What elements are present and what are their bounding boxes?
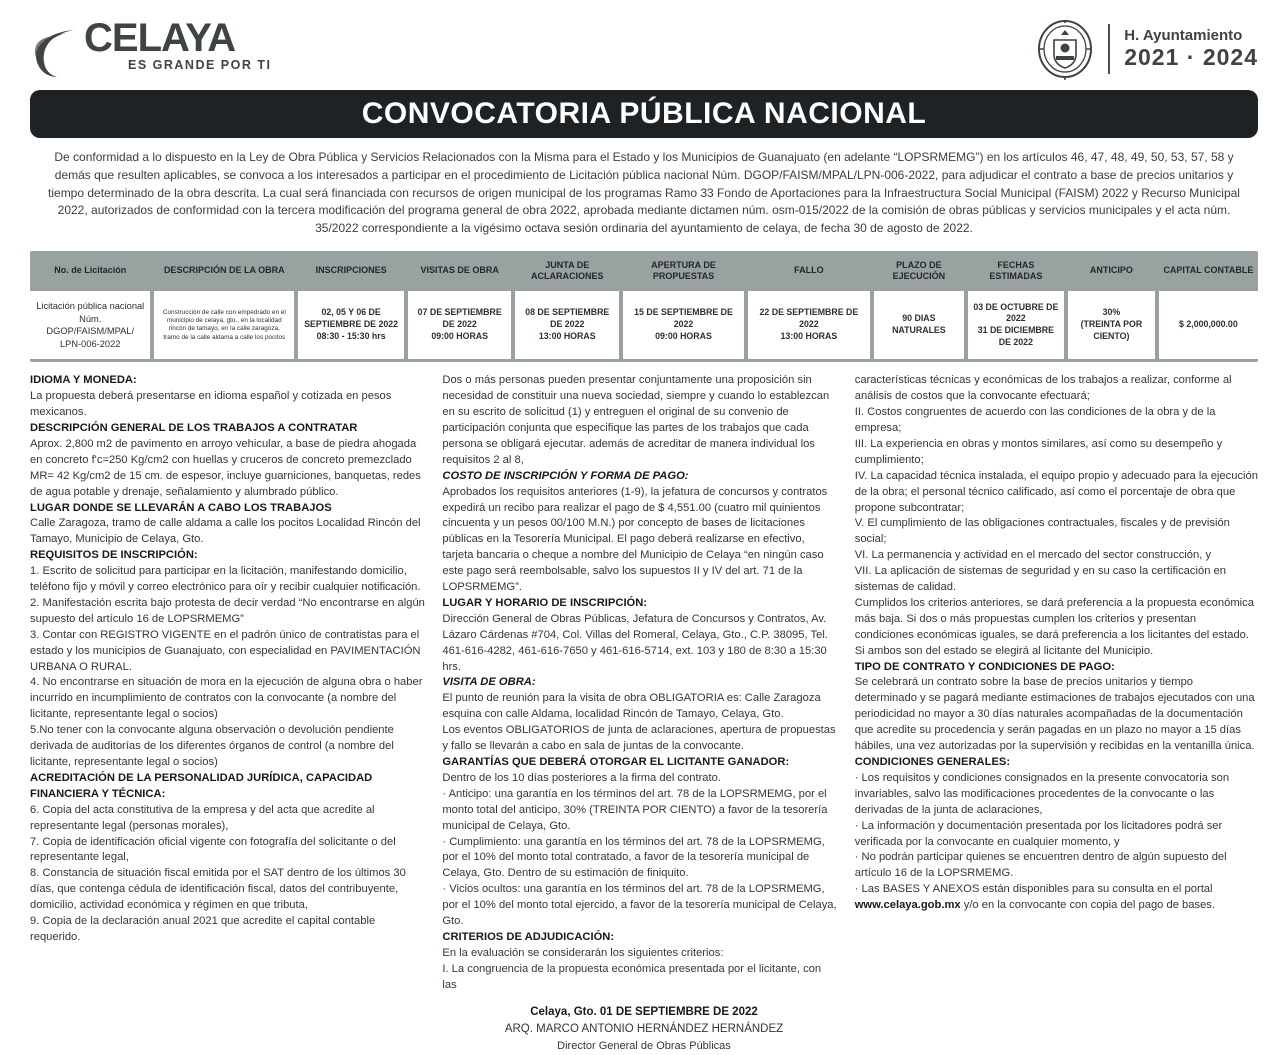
body-columns — [30, 373, 1258, 993]
section-heading: ACREDITACIÓN DE LA PERSONALIDAD JURÍDICA, CAPACIDAD FINANCIERA Y TÉCNICA: — [30, 771, 373, 800]
table-cell: Licitación pública nacional Núm. DGOP/FAISM/MPAL/ LPN-006-2022 — [30, 291, 150, 359]
body-paragraph: IV. La capacidad técnica instalada, el equipo propio y adecuado para la ejecución de la obra; el personal técnico calificado, así como el porcentaje de obra que propone subcontratar; — [854, 469, 1258, 514]
table-header-cell: DESCRIPCIÓN DE LA OBRA — [163, 265, 285, 276]
body-paragraph: 1. Escrito de solicitud para participar en la licitación, manifestando domicilio, teléfono fijo y móvil y correo electrónico para oír y recibir cualquier notificación. — [30, 565, 421, 594]
ayuntamiento-block — [1036, 18, 1258, 80]
body-paragraph: · Las BASES Y ANEXOS están disponibles para su consulta en el portal www.celaya.gob.mx y/o en la convocante con copia del pago de bases. — [854, 883, 1216, 912]
section-heading: DESCRIPCIÓN GENERAL DE LOS TRABAJOS A CONTRATAR — [30, 421, 358, 434]
body-paragraph: · Anticipo: una garantía en los términos del art. 78 de la LOPSRMEMG, por el monto total del anticipo, 30% (TREINTA POR CIENTO) a favor de la tesorería municipal de Celaya, Gto. — [442, 787, 828, 832]
section-heading: LUGAR DONDE SE LLEVARÁN A CABO LOS TRABAJOS — [30, 501, 332, 514]
table-cell: 02, 05 Y 06 DE SEPTIEMBRE DE 2022 08:30 - 15:30 hrs — [298, 291, 404, 359]
table-header-cell: APERTURA DE PROPUESTAS — [651, 259, 716, 281]
section-heading: TIPO DE CONTRATO Y CONDICIONES DE PAGO: — [854, 660, 1115, 673]
table-cell: 03 DE OCTUBRE DE 2022 31 DE DICIEMBRE DE 2022 — [968, 291, 1064, 359]
table-cell: 08 DE SEPTIEMBRE DE 2022 13:00 HORAS — [515, 291, 619, 359]
page-header — [30, 12, 1258, 86]
table-cell: $ 2,000,000.00 — [1159, 291, 1258, 359]
body-paragraph: 2. Manifestación escrita bajo protesta de decir verdad “No encontrarse en algún supuesto del artículo 16 de LOPSRMEMG” — [30, 596, 425, 625]
celaya-logo — [30, 18, 271, 80]
table-header-cell: PLAZO DE EJECUCIÓN — [892, 259, 946, 281]
ayuntamiento-period: 2021 · 2024 — [1124, 44, 1258, 71]
body-paragraph: · Vicios ocultos: una garantía en los términos del art. 78 de la LOPSRMEMG, por el 10% del monto total ejercido, a favor de la tesorería municipal de Celaya, Gto. — [442, 883, 837, 928]
table-cell: 30% (TREINTA POR CIENTO) — [1068, 291, 1155, 359]
signature-date: Celaya, Gto. 01 DE SEPTIEMBRE DE 2022 — [530, 1005, 758, 1018]
table-cell: 15 DE SEPTIEMBRE DE 2022 09:00 HORAS — [623, 291, 743, 359]
section-heading: CRITERIOS DE ADJUDICACIÓN: — [442, 930, 615, 943]
ayuntamiento-label: H. Ayuntamiento — [1124, 27, 1243, 45]
body-paragraph: 5.No tener con la convocante alguna observación o devolución pendiente derivada de auditorías de los diferentes órganos de control (a nombre del licitante, representante legal o socios) — [30, 724, 394, 768]
body-paragraph: Cumplidos los criterios anteriores, se dará preferencia a la propuesta económica más baja. Si dos o más propuestas cumplen los criterios y presentan condiciones económicas iguales, se dará preferencia a los licitantes del estado. Si ambos son del estado se elegirá al licitante del Municipio. — [854, 596, 1254, 657]
body-paragraph: Dentro de los 10 días posteriores a la firma del contrato. — [442, 771, 721, 784]
body-paragraph: Los eventos OBLIGATORIOS de junta de aclaraciones, apertura de propuestas y fallo se llevarán a cabo en sala de juntas de la convocante. — [442, 724, 836, 753]
website-url: www.celaya.gob.mx — [854, 899, 961, 912]
body-paragraph: VI. La permanencia y actividad en el mercado del sector construcción, y — [854, 549, 1212, 562]
body-paragraph: Se celebrará un contrato sobre la base de precios unitarios y tiempo determinado y se pagará mediante estimaciones de trabajos ejecutados con una periodicidad no mayor a 30 días naturales acompañadas de la documentación que acredite su procedencia y serán pagadas en un plazo no mayor a 15 días hábiles, una vez autorizadas por la supervisión y recibidas en la ventanilla única. — [854, 676, 1255, 753]
table-header-cell: FECHAS ESTIMADAS — [989, 259, 1043, 281]
table-header-cell: ANTICIPO — [1089, 265, 1133, 276]
body-column-right — [855, 373, 1258, 993]
table-cell: 90 DIAS NATURALES — [874, 291, 964, 359]
body-paragraph: II. Costos congruentes de acuerdo con las condiciones de la obra y de la empresa; — [854, 406, 1216, 434]
body-paragraph: características técnicas y económicas de los trabajos a realizar, conforme al análisis de costos que la convocante efectuará; — [854, 374, 1232, 403]
body-paragraph: 7. Copia de identificación oficial vigente con fotografía del solicitante o del representante legal, — [30, 835, 396, 864]
body-paragraph: La propuesta deberá presentarse en idioma español y cotizada en pesos mexicanos. — [30, 390, 392, 419]
municipal-seal-icon — [1036, 18, 1094, 80]
body-column-middle — [442, 373, 837, 993]
logo-swoosh-icon — [30, 24, 82, 80]
body-paragraph: 4. No encontrarse en situación de mora en la ejecución de alguna obra o haber incurrido en incumplimiento de contratos con la convocante (a nombre del licitante, representante legal o socios) — [30, 676, 423, 721]
section-heading: REQUISITOS DE INSCRIPCIÓN: — [30, 549, 198, 562]
body-paragraph: 8. Constancia de situación fiscal emitida por el SAT dentro de los últimos 30 días, que contenga cédula de identificación fiscal, datos del contribuyente, domicilio, actividad económica y régimen en que tributa, — [30, 867, 406, 912]
section-heading: CONDICIONES GENERALES: — [854, 756, 1011, 768]
signature-title: Director General de Obras Públicas — [557, 1040, 731, 1053]
table-cell: 07 DE SEPTIEMBRE DE 2022 09:00 HORAS — [408, 291, 511, 359]
section-heading: COSTO DE INSCRIPCIÓN Y FORMA DE PAGO: — [442, 469, 689, 482]
body-paragraph: 3. Contar con REGISTRO VIGENTE en el padrón único de contratistas para el estado y los municipios de Guanajuato, con especialidad en PAVIMENTACIÓN URBANA O RURAL. — [30, 628, 421, 673]
header-divider — [1108, 24, 1110, 74]
body-paragraph: V. El cumplimiento de las obligaciones contractuales, fiscales y de previsión social; — [854, 517, 1230, 546]
body-paragraph: · Los requisitos y condiciones consignados en la presente convocatoria son invariables, salvo las modificaciones procedentes de la convocante o las derivadas de la junta de aclaraciones, — [854, 771, 1230, 816]
body-paragraph: El punto de reunión para la visita de obra OBLIGATORIA es: Calle Zaragoza esquina con calle Aldama, localidad Rincón de Tamayo, Celaya, Gto. — [442, 692, 821, 721]
body-paragraph: Dos o más personas pueden presentar conjuntamente una proposición sin necesidad de constituir una nueva sociedad, siempre y cuando lo establezcan en su escrito de solicitud (1) y entreguen el original de su convenio de participación conjunta que especifique las partes de los trabajos que cada persona se obligará ejecutar. además de acreditar de manera individual los requisitos 2 al 8, — [442, 374, 830, 466]
section-heading: VISITA DE OBRA: — [442, 676, 536, 689]
intro-paragraph: De conformidad a lo dispuesto en la Ley de Obra Pública y Servicios Relacionados con la Misma para el Estado y los Municipios de Guanajuato (en adelante “LOPSRMEMG”) en los artículos 46, 47, 48, 49, 50, 53, 57, 58 y demás que resulten aplicables, se convoca a los interesados a participar en el procedimiento de Licitación pública nacional Núm. DGOP/FAISM/MPAL/LPN-006-2022, para adjudicar el contrato a base de precios unitarios y tiempo determinado de la obra descrita. La cual será financiada con recursos de origen municipal de los programas Ramo 33 Fondo de Aportaciones para la Infraestructura Social Municipal (FAISM) 2022 y Recurso Municipal 2022, autorizados de conformidad con la tercera modificación del programa general de obra 2022, aprobada mediante dictamen núm. osm-015/2022 de la comisión de obras públicas y servicios municipales y el acta núm. 35/2022 correspondiente a la vigésimo octava sesión ordinaria del ayuntamiento de celaya, de fecha 30 de agosto de 2022. — [48, 150, 1240, 235]
table-data-row — [30, 291, 1258, 359]
table-header-row — [30, 251, 1258, 292]
table-header-cell: CAPITAL CONTABLE — [1163, 265, 1254, 276]
table-cell: 22 DE SEPTIEMBRE DE 2022 13:00 HORAS — [748, 291, 870, 359]
body-paragraph: I. La congruencia de la propuesta económica presentada por el licitante, con las — [442, 962, 822, 991]
table-header-cell: No. de Licitación — [54, 265, 127, 276]
body-paragraph: En la evaluación se considerarán los siguientes criterios: — [442, 946, 724, 959]
body-paragraph: Aprox. 2,800 m2 de pavimento en arroyo vehicular, a base de piedra ahogada en concreto f'c=250 Kg/cm2 con huellas y cruceros de concreto premezclado MR= 42 Kg/cm2 de 15 cm. de espesor, incluye guarniciones, banquetas, redes de agua potable y drenaje, señalamiento y alumbrado público. — [30, 437, 421, 498]
logo-wordmark: CELAYA — [84, 16, 236, 60]
body-paragraph: VII. La aplicación de sistemas de seguridad y en su caso la certificación en sistemas de calidad. — [854, 565, 1226, 594]
table-header-cell: FALLO — [794, 265, 824, 276]
page-title: CONVOCATORIA PÚBLICA NACIONAL — [361, 97, 927, 130]
body-paragraph: Aprobados los requisitos anteriores (1-9), la jefatura de concursos y contratos expedirá un recibo para realizar el pago de $ 4,551.00 (cuatro mil quinientos cincuenta y un pesos 00/100 M.N.) por concepto de bases de licitaciones públicas en la Tesorería Municipal. El pago deberá realizarse en efectivo, tarjeta bancaria o cheque a nombre del Municipio de Celaya “en ningún caso este pago será reembolsable, salvo los supuestos II y IV del art. 71 de la LOPSRMEMG”. — [442, 485, 828, 594]
body-paragraph: III. La experiencia en obras y montos similares, así como su desempeño y cumplimiento; — [854, 437, 1223, 466]
section-heading: IDIOMA Y MONEDA: — [30, 374, 137, 387]
table-cell: Construcción de calle con empedrado en el municipio de celaya, gto., en la localidad rincón de tamayo, en la calle zaragoza, tramo de la calle aldama a calle los pocitos — [154, 291, 294, 359]
section-heading: GARANTÍAS QUE DEBERÁ OTORGAR EL LICITANTE GANADOR: — [442, 756, 790, 768]
table-header-cell: VISITAS DE OBRA — [420, 265, 499, 276]
signature-block — [30, 1004, 1258, 1055]
body-column-left — [30, 373, 425, 993]
signature-name: ARQ. MARCO ANTONIO HERNÁNDEZ HERNÁNDEZ — [504, 1022, 784, 1035]
body-paragraph: Dirección General de Obras Públicas, Jefatura de Concursos y Contratos, Av. Lázaro Cárdenas #704, Col. Villas del Romeral, Celaya, Gto., C.P. 38095, Tel. 461-616-4282, 461-616-7650 y 461-616-5714, ext. 103 y 180 de 8:30 a 15:30 hrs. — [442, 612, 828, 673]
table-header-cell: JUNTA DE ACLARACIONES — [530, 259, 604, 281]
logo-tagline: ES GRANDE POR TI — [128, 58, 272, 72]
body-paragraph: · No podrán participar quienes se encuentren dentro de algún supuesto del artículo 16 de la LOPSRMEMG. — [854, 851, 1227, 880]
body-paragraph: · Cumplimiento: una garantía en los términos del art. 78 de la LOPSRMEMG, por el 10% del monto total contratado, a favor de la tesorería municipal de Celaya, Gto. Dentro de su estimación de finiquito. — [442, 835, 825, 880]
body-paragraph: · La información y documentación presentada por los licitadores podrá ser verificada por la convocante en cualquier momento, y — [854, 819, 1223, 848]
body-paragraph: 6. Copia del acta constitutiva de la empresa y del acta que acredite al representante legal (personas morales), — [30, 803, 375, 832]
title-banner — [30, 90, 1258, 138]
licitation-table — [30, 251, 1258, 363]
body-paragraph: Calle Zaragoza, tramo de calle aldama a calle los pocitos Localidad Rincón del Tamayo, Municipio de Celaya, Gto. — [30, 517, 421, 546]
section-heading: LUGAR Y HORARIO DE INSCRIPCIÓN: — [442, 596, 648, 609]
body-paragraph: 9. Copia de la declaración anual 2021 que acredite el capital contable requerido. — [30, 915, 376, 943]
table-header-cell: INSCRIPCIONES — [315, 265, 387, 276]
